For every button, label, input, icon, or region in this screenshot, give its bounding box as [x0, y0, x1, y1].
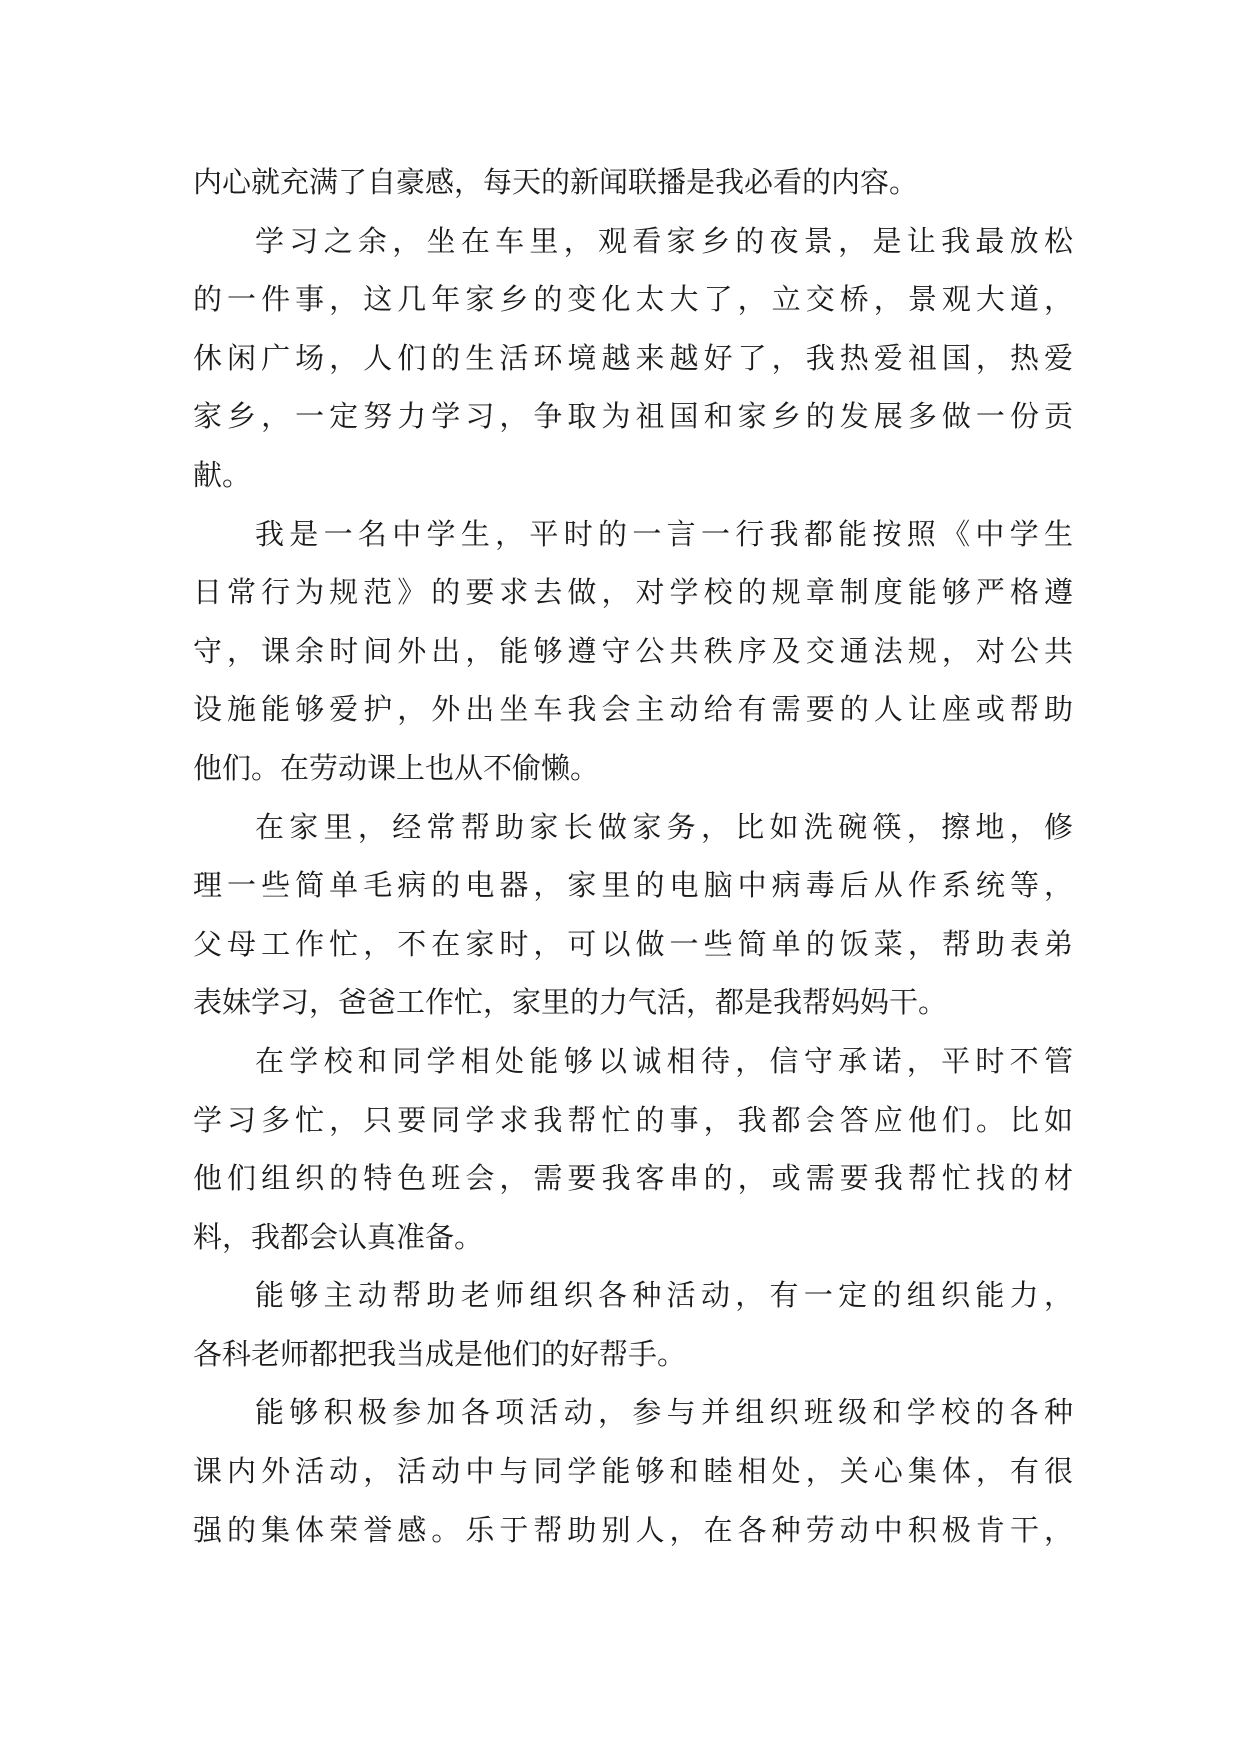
text-line: 守，课余时间外出，能够遵守公共秩序及交通法规，对公共	[193, 633, 1073, 668]
text-line: 内心就充满了自豪感，每天的新闻联播是我必看的内容。	[193, 165, 919, 199]
paragraph-5	[193, 1032, 1073, 1266]
text-line: 我是一名中学生，平时的一言一行我都能按照《中学生	[255, 516, 1073, 551]
paragraph-7	[193, 1383, 1073, 1559]
text-line: 献。	[193, 457, 252, 492]
paragraph-4	[193, 798, 1073, 1032]
text-line: 休闲广场，人们的生活环境越来越好了，我热爱祖国，热爱	[193, 340, 1073, 375]
text-line: 他们。在劳动课上也从不偷懒。	[193, 750, 600, 785]
text-line: 表妹学习，爸爸工作忙，家里的力气活，都是我帮妈妈干。	[193, 985, 948, 1020]
paragraph-3	[193, 505, 1073, 798]
document-body	[193, 153, 1073, 1559]
text-line: 的一件事，这几年家乡的变化太大了，立交桥，景观大道，	[193, 282, 1073, 317]
text-line: 学习多忙，只要同学求我帮忙的事，我都会答应他们。比如	[193, 1102, 1073, 1137]
text-line: 他们组织的特色班会，需要我客串的，或需要我帮忙找的材	[193, 1161, 1073, 1196]
paragraph-6	[193, 1266, 1073, 1383]
text-line: 在家里，经常帮助家长做家务，比如洗碗筷，擦地，修	[255, 809, 1073, 844]
text-line: 理一些简单毛病的电器，家里的电脑中病毒后从作系统等，	[193, 868, 1073, 903]
text-line: 学习之余，坐在车里，观看家乡的夜景，是让我最放松	[255, 223, 1073, 258]
text-line: 料，我都会认真准备。	[193, 1219, 484, 1254]
text-line: 家乡，一定努力学习，争取为祖国和家乡的发展多做一份贡	[193, 399, 1073, 434]
text-line: 在学校和同学相处能够以诚相待，信守承诺，平时不管	[255, 1043, 1073, 1078]
text-line: 课内外活动，活动中与同学能够和睦相处，关心集体，有很	[193, 1454, 1073, 1489]
text-line: 强的集体荣誉感。乐于帮助别人，在各种劳动中积极肯干，	[193, 1512, 1073, 1547]
paragraph-1	[193, 153, 1073, 212]
paragraph-2	[193, 212, 1073, 505]
text-line: 父母工作忙，不在家时，可以做一些简单的饭菜，帮助表弟	[193, 926, 1073, 961]
text-line: 各科老师都把我当成是他们的好帮手。	[193, 1336, 687, 1371]
text-line: 能够主动帮助老师组织各种活动，有一定的组织能力，	[255, 1278, 1073, 1313]
text-line: 日常行为规范》的要求去做，对学校的规章制度能够严格遵	[193, 575, 1073, 610]
text-line: 能够积极参加各项活动，参与并组织班级和学校的各种	[255, 1395, 1073, 1430]
text-line: 设施能够爱护，外出坐车我会主动给有需要的人让座或帮助	[193, 692, 1073, 727]
